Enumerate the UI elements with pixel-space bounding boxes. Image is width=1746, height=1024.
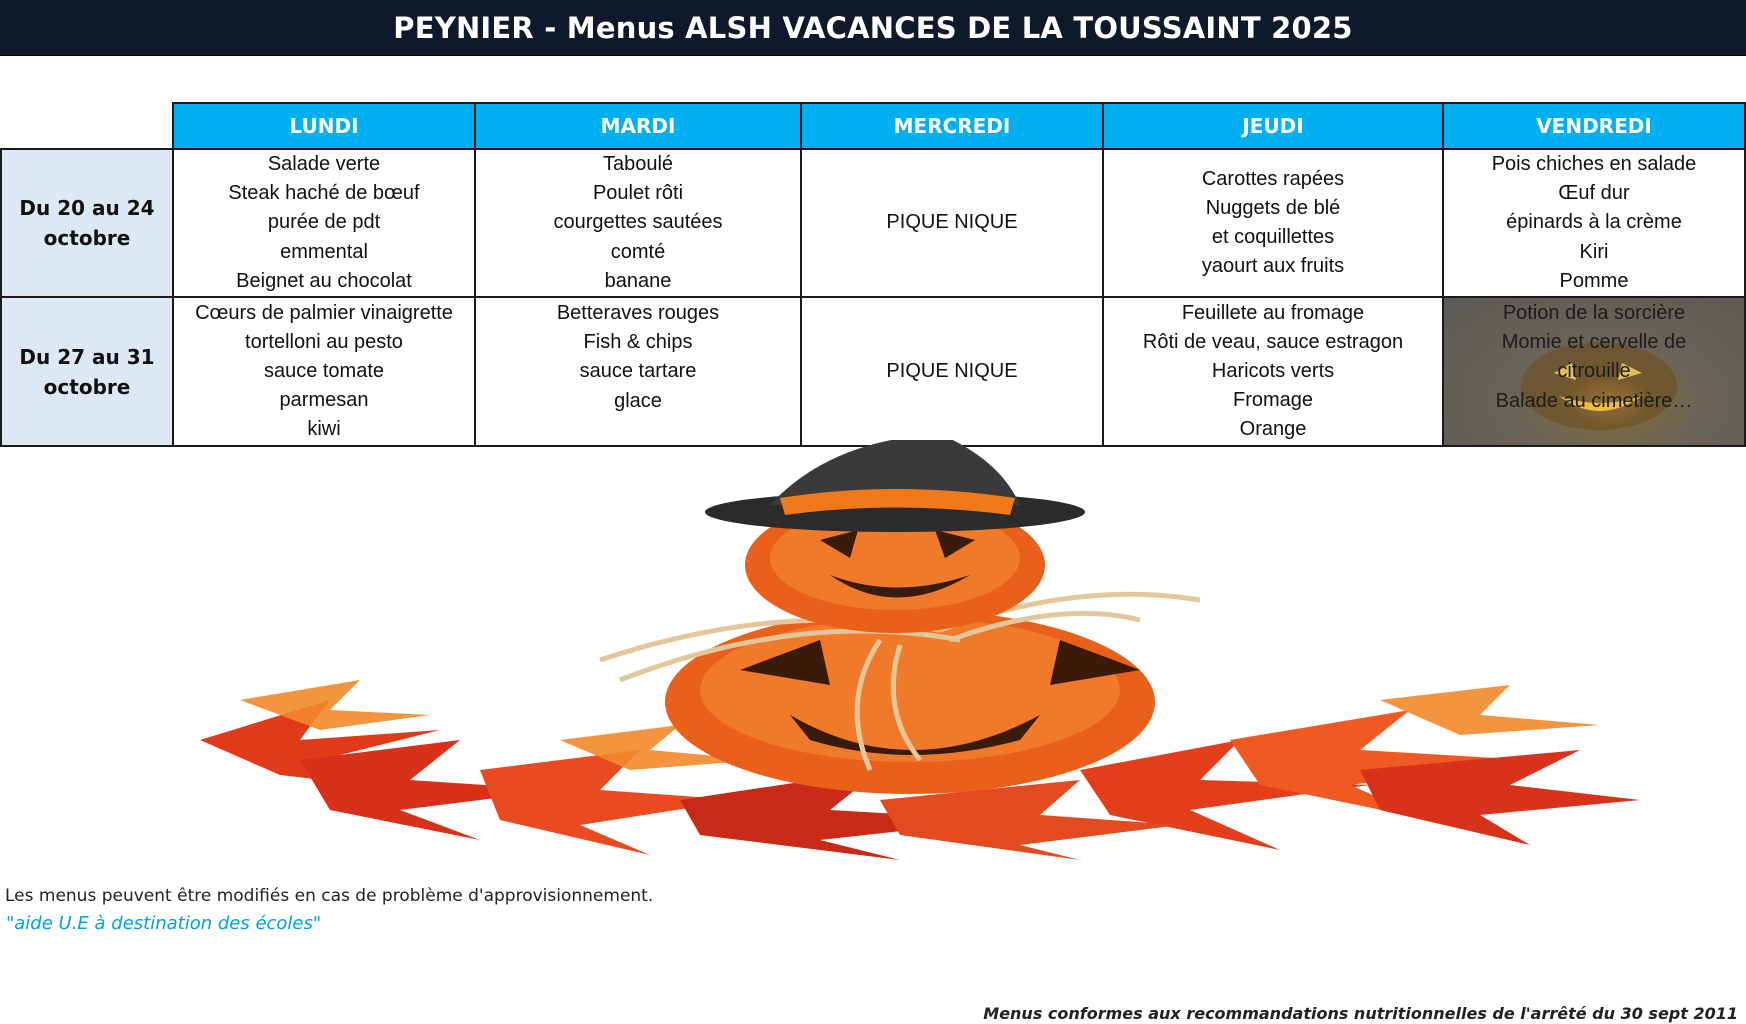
header-mercredi: MERCREDI	[801, 103, 1103, 149]
menu-item: banane	[604, 269, 672, 292]
menu-item: Orange	[1239, 418, 1307, 441]
menu-item: Fromage	[1232, 389, 1314, 412]
menu-item: Œuf dur	[1558, 182, 1630, 205]
week-row-1	[1, 149, 1745, 297]
menu-item: sauce tartare	[579, 360, 697, 383]
week-label-line2: octobre	[43, 374, 131, 399]
menu-item: PIQUE NIQUE	[886, 359, 1018, 382]
week-label-line1: Du 20 au 24	[19, 196, 155, 220]
menu-item: sauce tomate	[263, 359, 385, 382]
menu-item: épinards à la crème	[1506, 211, 1682, 234]
menu-item: Potion de la sorcière	[1502, 302, 1686, 325]
menu-item: Nuggets de blé	[1205, 196, 1341, 219]
menu-cell-w1-mercredi	[801, 149, 1103, 297]
menu-item: comté	[610, 240, 666, 263]
menu-item: Betteraves rouges	[556, 302, 720, 325]
menu-item: kiwi	[307, 418, 341, 441]
menu-item: Haricots verts	[1211, 359, 1335, 382]
menu-item: parmesan	[279, 389, 369, 412]
menu-item: purée de pdt	[267, 211, 381, 234]
menu-item: Momie et cervelle de	[1501, 331, 1687, 354]
page-title: PEYNIER - Menus ALSH VACANCES DE LA TOUSSAINT 2025	[0, 0, 1746, 56]
menu-item: courgettes sautées	[553, 211, 723, 234]
menu-item: citrouille	[1557, 360, 1631, 383]
week-label-line1: Du 27 au 31	[19, 344, 155, 369]
menu-cell-w2-mardi	[475, 297, 801, 446]
menu-table	[0, 102, 1746, 447]
menu-item: Rôti de veau, sauce estragon	[1142, 330, 1404, 353]
header-lundi: LUNDI	[173, 103, 475, 149]
nutrition-conformity-note: Menus conformes aux recommandations nutritionnelles de l'arrêté du 30 sept 2011	[983, 1004, 1738, 1023]
menu-cell-w2-lundi	[173, 297, 475, 446]
menu-item: Poulet rôti	[592, 182, 684, 205]
menu-item: emmental	[280, 240, 368, 263]
week-label-2	[1, 297, 173, 446]
header-jeudi: JEUDI	[1103, 103, 1443, 149]
menu-item: Kiri	[1579, 240, 1609, 263]
menu-item: Taboulé	[602, 153, 674, 175]
menu-item: Cœurs de palmier vinaigrette	[195, 301, 453, 324]
week-label-line2: octobre	[43, 226, 131, 250]
table-corner	[1, 103, 173, 149]
halloween-pumpkins-witch-hat-illustration	[180, 440, 1650, 860]
menu-cell-w2-vendredi	[1443, 297, 1745, 446]
menu-item: PIQUE NIQUE	[886, 211, 1018, 234]
menu-cell-w1-mardi	[475, 149, 801, 297]
menu-item: Pois chiches en salade	[1491, 153, 1697, 175]
week-row-2	[1, 297, 1745, 446]
menu-item: glace	[614, 389, 662, 412]
header-vendredi: VENDREDI	[1443, 103, 1745, 149]
menu-item: Steak haché de bœuf	[228, 182, 420, 205]
menu-item: Pomme	[1559, 269, 1629, 292]
menu-item: Balade au cimetière…	[1495, 389, 1693, 412]
menu-cell-w1-vendredi	[1443, 149, 1745, 297]
menu-item: Feuillete au fromage	[1181, 301, 1365, 324]
menu-item: Carottes rapées	[1201, 167, 1345, 190]
menu-item: Beignet au chocolat	[236, 269, 412, 292]
menu-cell-w1-lundi	[173, 149, 475, 297]
week-label-1	[1, 149, 173, 297]
menu-item: yaourt aux fruits	[1201, 255, 1345, 278]
menu-item: Salade verte	[267, 153, 381, 175]
menu-cell-w2-mercredi	[801, 297, 1103, 446]
menu-item: et coquillettes	[1211, 226, 1335, 248]
menu-item: tortelloni au pesto	[245, 330, 403, 353]
menu-cell-w1-jeudi	[1103, 149, 1443, 297]
header-mardi: MARDI	[475, 103, 801, 149]
supply-note: Les menus peuvent être modifiés en cas de problème d'approvisionnement.	[5, 886, 654, 906]
menu-item: Fish & chips	[583, 331, 693, 354]
eu-aid-note: "aide U.E à destination des écoles"	[6, 913, 322, 934]
menu-cell-w2-jeudi	[1103, 297, 1443, 446]
